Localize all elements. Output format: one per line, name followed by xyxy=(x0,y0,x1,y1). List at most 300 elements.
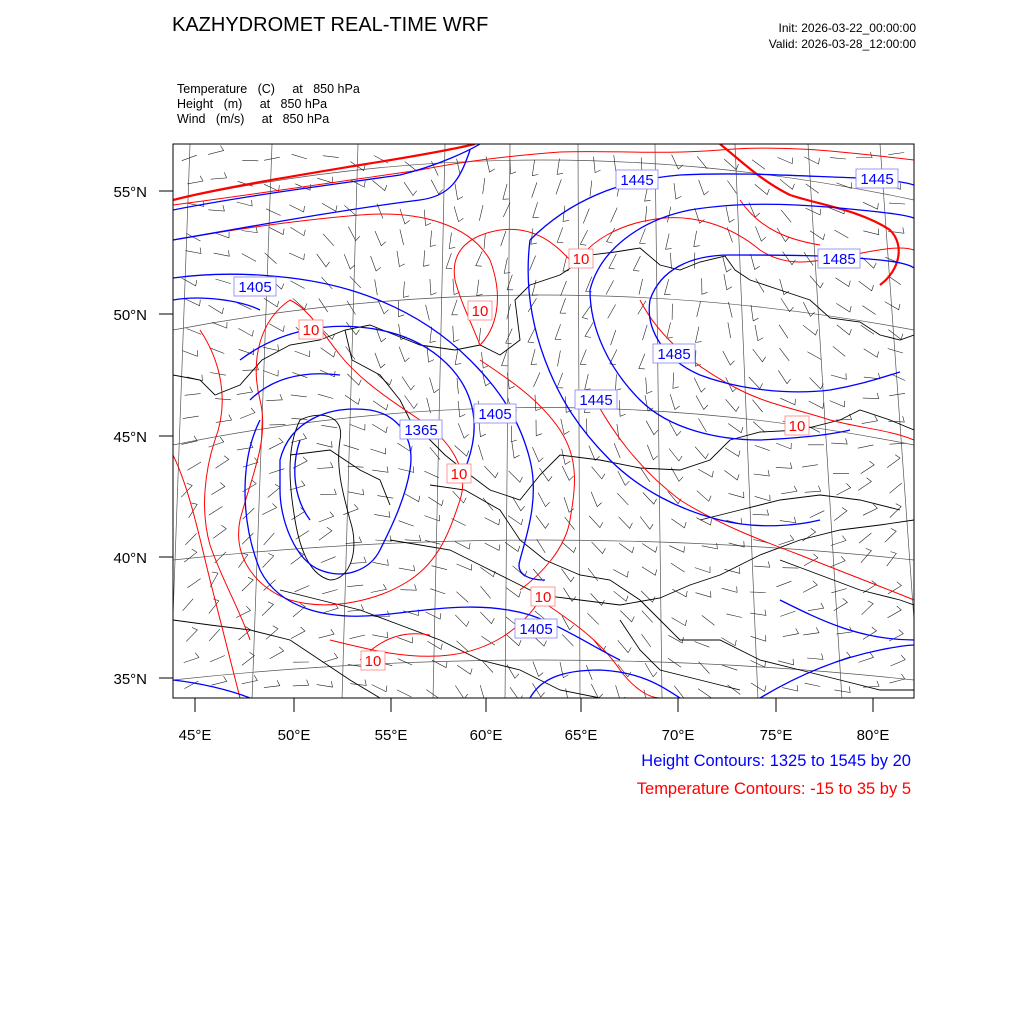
wind-barb xyxy=(397,251,405,267)
wind-barb xyxy=(216,456,229,468)
wind-barb xyxy=(619,400,625,416)
wind-barb xyxy=(378,374,392,385)
wind-barb xyxy=(484,466,498,478)
wind-barb xyxy=(642,544,657,553)
wind-barb xyxy=(399,521,414,526)
wind-barb xyxy=(430,231,436,247)
wind-barb xyxy=(586,665,592,680)
wind-barb xyxy=(242,675,258,684)
wind-barb xyxy=(215,399,231,400)
wind-barb xyxy=(289,205,304,212)
wind-barb xyxy=(754,470,770,476)
wind-barb xyxy=(726,614,742,618)
wind-barb xyxy=(646,421,658,435)
wind-barb xyxy=(398,466,414,472)
wind-barb xyxy=(807,654,823,660)
wind-barb xyxy=(891,374,906,381)
wind-barb xyxy=(890,504,901,518)
wind-barb xyxy=(212,322,227,328)
wind-barb xyxy=(673,373,679,389)
wind-barb xyxy=(753,509,769,515)
wind-barb xyxy=(266,394,282,400)
wind-barb xyxy=(479,205,483,221)
wind-barb xyxy=(509,471,523,482)
wind-barb xyxy=(752,160,765,170)
wind-barb xyxy=(372,632,388,638)
wind-barb xyxy=(424,471,439,478)
wind-barb xyxy=(837,484,851,496)
wind-barb xyxy=(483,498,493,511)
wind-barb xyxy=(583,209,589,224)
wind-barb xyxy=(888,416,904,422)
wind-barb xyxy=(805,486,821,493)
wind-barb xyxy=(728,424,743,433)
wind-barb xyxy=(403,282,409,298)
wind-barb xyxy=(538,493,550,507)
wind-barb xyxy=(457,378,458,394)
wind-barb xyxy=(562,542,576,553)
wind-barb xyxy=(188,579,201,588)
wind-barb xyxy=(729,492,744,498)
wind-barb xyxy=(643,325,648,340)
wind-barb xyxy=(699,662,710,674)
wind-barb xyxy=(831,373,846,379)
wind-barb xyxy=(322,590,337,594)
wind-barb xyxy=(322,203,337,211)
wind-barb xyxy=(427,641,442,649)
wind-barb xyxy=(265,253,277,264)
wind-barb xyxy=(806,208,821,215)
wind-barb xyxy=(836,303,851,312)
wind-barb xyxy=(588,568,598,581)
wind-barb xyxy=(780,348,790,361)
wind-barb xyxy=(702,615,715,625)
wind-barb xyxy=(830,556,845,567)
wind-barb xyxy=(268,484,280,497)
wind-barb xyxy=(398,659,413,665)
wind-barb xyxy=(532,182,537,197)
wind-barb xyxy=(806,184,819,193)
wind-barb xyxy=(859,281,874,291)
wind-barb xyxy=(511,426,517,442)
wind-barb xyxy=(371,256,381,271)
temperature-contour-label: 10 xyxy=(534,589,552,606)
wind-barb xyxy=(614,591,629,601)
wind-barb xyxy=(238,328,253,336)
wind-barb xyxy=(269,324,284,332)
wind-barb xyxy=(405,162,418,172)
wind-barb xyxy=(613,570,628,578)
wind-barb xyxy=(669,449,682,462)
wind-barb xyxy=(754,561,770,567)
wind-barb xyxy=(321,557,336,563)
wind-barb xyxy=(611,330,616,345)
wind-barb xyxy=(370,448,385,454)
wind-barb xyxy=(699,180,709,195)
wind-barb xyxy=(753,349,766,362)
wind-barb xyxy=(209,305,224,313)
wind-barb xyxy=(534,372,540,387)
wind-barb xyxy=(618,640,631,652)
wind-barb xyxy=(617,493,628,505)
wind-barb xyxy=(372,424,387,432)
wind-barb xyxy=(503,184,509,200)
wind-barb xyxy=(264,184,279,191)
wind-barb xyxy=(836,414,852,420)
wind-barb xyxy=(888,349,903,354)
wind-barb xyxy=(506,588,521,598)
var-height: Height (m) at 850 hPa xyxy=(177,97,328,111)
map-title: KAZHYDROMET REAL-TIME WRF xyxy=(172,14,489,36)
wind-barb xyxy=(750,592,766,593)
wind-barb xyxy=(590,181,592,197)
wind-barb xyxy=(182,350,197,356)
wind-barb xyxy=(215,279,230,284)
wind-barb xyxy=(533,683,545,697)
wind-barb xyxy=(430,589,445,594)
wind-barb xyxy=(723,351,735,365)
wind-barb xyxy=(318,394,333,398)
wind-barb xyxy=(431,180,443,194)
wind-barb xyxy=(263,345,279,351)
wind-barb xyxy=(185,534,196,545)
wind-barb xyxy=(864,349,879,358)
wind-barb xyxy=(640,228,646,243)
wind-barb xyxy=(694,253,695,269)
wind-barb xyxy=(831,589,846,593)
wind-barb xyxy=(802,465,818,467)
temperature-contour-label: 10 xyxy=(450,466,468,483)
wind-barb xyxy=(639,354,645,369)
wind-barb xyxy=(862,416,878,424)
wind-barb xyxy=(804,252,813,265)
wind-barb xyxy=(562,449,571,465)
wind-barb xyxy=(347,585,363,587)
wind-barb xyxy=(585,323,593,338)
wind-barb xyxy=(620,611,634,622)
wind-barb xyxy=(243,508,255,519)
wind-barb xyxy=(566,688,569,704)
wind-barb xyxy=(317,177,332,183)
wind-barb xyxy=(751,683,766,692)
wind-barb xyxy=(560,298,566,313)
wind-barb xyxy=(609,254,616,269)
wind-barb xyxy=(424,250,430,266)
wind-barb xyxy=(317,441,333,447)
wind-barb xyxy=(805,683,821,686)
wind-barb xyxy=(213,525,226,538)
wind-barb xyxy=(208,146,224,155)
wind-barb xyxy=(729,541,745,547)
wind-barb xyxy=(185,299,200,306)
lat-tick-45: 45°N xyxy=(113,429,147,446)
wind-barb xyxy=(642,634,651,647)
wind-barb xyxy=(667,323,673,339)
wind-barb xyxy=(264,680,280,687)
temperature-contour-label: 10 xyxy=(572,251,590,268)
height-contour-label: 1405 xyxy=(478,406,512,423)
wind-barb xyxy=(671,563,684,572)
wind-barb xyxy=(696,591,711,597)
wind-barb xyxy=(698,689,711,698)
temperature-contour-label: 10 xyxy=(788,418,806,435)
wind-barb xyxy=(186,627,197,641)
wind-barb xyxy=(592,467,605,479)
wind-barb xyxy=(722,586,737,592)
wind-barb xyxy=(670,394,680,409)
wind-barb xyxy=(373,559,389,565)
wind-barb xyxy=(263,553,274,567)
wind-barb xyxy=(400,584,416,590)
wind-barb xyxy=(804,157,819,164)
wind-barb xyxy=(242,160,258,161)
wind-barb xyxy=(889,393,905,396)
var-temperature: Temperature (C) at 850 hPa xyxy=(177,82,360,96)
wind-barb xyxy=(834,687,850,693)
wind-barb xyxy=(697,301,701,317)
wind-barb xyxy=(321,425,337,428)
wind-barb xyxy=(589,516,603,528)
wind-barb xyxy=(810,378,824,389)
wind-barb xyxy=(512,442,520,458)
temperature-contour-label: 10 xyxy=(302,322,320,339)
wind-barb xyxy=(695,447,709,459)
height-contour-label: 1405 xyxy=(519,621,553,638)
wind-barb xyxy=(803,627,819,635)
wind-barb xyxy=(374,511,390,517)
wind-barb xyxy=(557,159,563,175)
wind-barb xyxy=(291,627,305,639)
wind-barb xyxy=(561,281,567,296)
wind-barb xyxy=(455,184,463,200)
wind-barb xyxy=(776,443,791,449)
wind-barb xyxy=(480,612,494,624)
wind-barb xyxy=(242,652,255,665)
temperature-contours-note: Temperature Contours: -15 to 35 by 5 xyxy=(636,780,911,798)
wind-barb xyxy=(783,252,796,265)
wind-barb xyxy=(350,424,365,430)
wind-barb xyxy=(501,231,506,246)
wind-barb xyxy=(781,486,797,494)
wind-barb xyxy=(476,251,483,266)
wind-barb xyxy=(863,393,879,399)
wind-barb xyxy=(322,653,337,663)
lon-tick-70: 70°E xyxy=(661,727,695,744)
wind-barb xyxy=(887,606,901,618)
wind-barb xyxy=(507,665,519,679)
wind-barb xyxy=(803,302,814,316)
wind-barb xyxy=(319,527,332,540)
wind-barb xyxy=(289,253,304,260)
wind-barb xyxy=(210,656,225,662)
wind-barb xyxy=(810,231,825,240)
wind-barb xyxy=(483,178,485,194)
wind-barb xyxy=(863,504,877,515)
wind-barb xyxy=(646,378,653,394)
wind-barb xyxy=(669,546,684,553)
wind-barb xyxy=(262,503,276,514)
wind-barb xyxy=(561,569,574,582)
wind-barb xyxy=(211,676,227,685)
height-contour-label: 1405 xyxy=(238,279,272,296)
wind-barb xyxy=(350,635,366,639)
wind-barb xyxy=(695,567,710,573)
wind-barb xyxy=(830,158,846,159)
wind-barb xyxy=(187,462,201,470)
wind-barb xyxy=(348,489,364,495)
wind-barb xyxy=(457,641,469,652)
wind-barb xyxy=(696,396,708,410)
wind-barb xyxy=(454,206,463,221)
wind-barb xyxy=(184,549,197,562)
wind-barb xyxy=(592,542,606,554)
wind-barb xyxy=(560,662,568,678)
wind-barb xyxy=(809,401,824,408)
wind-barb xyxy=(696,327,702,343)
wind-barb xyxy=(321,348,336,357)
wind-barb xyxy=(533,202,539,217)
height-contour-label: 1365 xyxy=(404,422,438,439)
wind-barb xyxy=(446,253,452,268)
wind-barb xyxy=(859,533,871,543)
wind-barb xyxy=(647,445,658,460)
wind-barb xyxy=(810,511,825,518)
wind-barb xyxy=(803,581,817,593)
wind-barb xyxy=(457,665,472,674)
wind-barb xyxy=(674,686,684,699)
wind-barb xyxy=(585,374,591,390)
wind-barb xyxy=(639,279,643,295)
wind-barb xyxy=(751,305,759,321)
wind-barb xyxy=(237,387,253,395)
wind-barb xyxy=(755,226,766,241)
wind-barb xyxy=(863,627,877,639)
wind-barb xyxy=(404,182,417,195)
wind-barb xyxy=(532,447,543,462)
wind-barb xyxy=(781,210,791,222)
wind-barb xyxy=(533,662,543,677)
lon-tick-80: 80°E xyxy=(856,727,890,744)
wind-barb xyxy=(694,231,700,247)
wind-barb xyxy=(485,518,500,525)
wind-barb xyxy=(453,326,459,342)
wind-barb xyxy=(611,208,618,223)
wind-barb xyxy=(831,438,847,444)
wind-barb xyxy=(837,325,852,335)
wind-barb xyxy=(890,443,906,444)
wind-barb xyxy=(482,636,495,645)
valid-time: Valid: 2026-03-28_12:00:00 xyxy=(768,37,916,51)
wind-barb xyxy=(242,577,254,591)
wind-barb xyxy=(580,350,586,365)
wind-barb xyxy=(563,206,569,222)
lat-tick-35: 35°N xyxy=(113,671,147,688)
wind-barb xyxy=(242,254,256,262)
wind-barb xyxy=(319,629,335,638)
wind-barb xyxy=(182,278,197,286)
wind-barb xyxy=(862,601,874,615)
wind-barb xyxy=(537,539,546,553)
wind-barb xyxy=(556,179,561,194)
wind-barb xyxy=(885,302,900,310)
wind-barb xyxy=(291,395,307,397)
wind-barb xyxy=(458,423,468,438)
wind-barb xyxy=(375,535,391,541)
height-contour-label: 1445 xyxy=(579,392,613,409)
wind-barb xyxy=(348,227,360,241)
wind-barb xyxy=(317,462,333,468)
wind-barb xyxy=(726,399,740,411)
wind-barb xyxy=(270,647,284,659)
wind-barb xyxy=(320,489,336,495)
wind-barb xyxy=(262,602,273,616)
lon-tick-60: 60°E xyxy=(469,727,503,744)
wind-barb xyxy=(591,492,602,507)
wind-barb xyxy=(861,461,874,474)
wind-barb xyxy=(478,445,483,460)
wind-barb xyxy=(670,253,671,269)
wind-barb xyxy=(587,613,598,624)
wind-barb xyxy=(557,227,563,242)
wind-barb xyxy=(266,626,278,640)
wind-barb xyxy=(455,615,469,627)
wind-barb xyxy=(269,227,284,234)
wind-barb xyxy=(752,400,762,412)
wind-barb xyxy=(187,176,203,184)
wind-barb xyxy=(782,685,798,691)
wind-barb xyxy=(425,515,440,521)
wind-barb xyxy=(863,229,879,235)
wind-barb xyxy=(666,234,672,250)
wind-barb xyxy=(778,659,794,665)
lon-tick-75: 75°E xyxy=(759,727,793,744)
wind-barb xyxy=(536,515,549,528)
wind-barb xyxy=(835,230,849,238)
wind-barb xyxy=(694,378,705,392)
wind-barb xyxy=(344,254,355,269)
lon-tick-50: 50°E xyxy=(277,727,311,744)
wind-barb xyxy=(373,401,388,410)
wind-barb xyxy=(211,483,225,495)
wind-barb xyxy=(455,686,468,699)
lon-tick-45: 45°E xyxy=(178,727,212,744)
wind-barb xyxy=(858,445,874,448)
wind-barb xyxy=(185,248,201,254)
wind-barb xyxy=(397,690,411,697)
wind-barb xyxy=(343,504,358,514)
wind-barb xyxy=(375,231,386,246)
wind-barb xyxy=(672,155,683,170)
wind-barb xyxy=(290,227,305,236)
wind-barb xyxy=(323,156,339,158)
wind-barb xyxy=(606,280,614,294)
wind-barb xyxy=(375,279,378,295)
wind-barb xyxy=(858,478,871,491)
wind-barb xyxy=(457,564,472,570)
wind-barb xyxy=(642,567,657,576)
wind-barb xyxy=(645,206,647,222)
wind-barb xyxy=(507,373,514,389)
wind-barb xyxy=(456,592,468,603)
wind-barb xyxy=(891,655,906,666)
wind-barb xyxy=(426,305,430,321)
lat-tick-50: 50°N xyxy=(113,307,147,324)
wind-barb xyxy=(484,233,485,249)
wind-barb xyxy=(375,353,385,368)
wind-barb xyxy=(674,183,681,199)
wind-barb xyxy=(697,491,711,502)
wind-barb xyxy=(344,445,359,450)
